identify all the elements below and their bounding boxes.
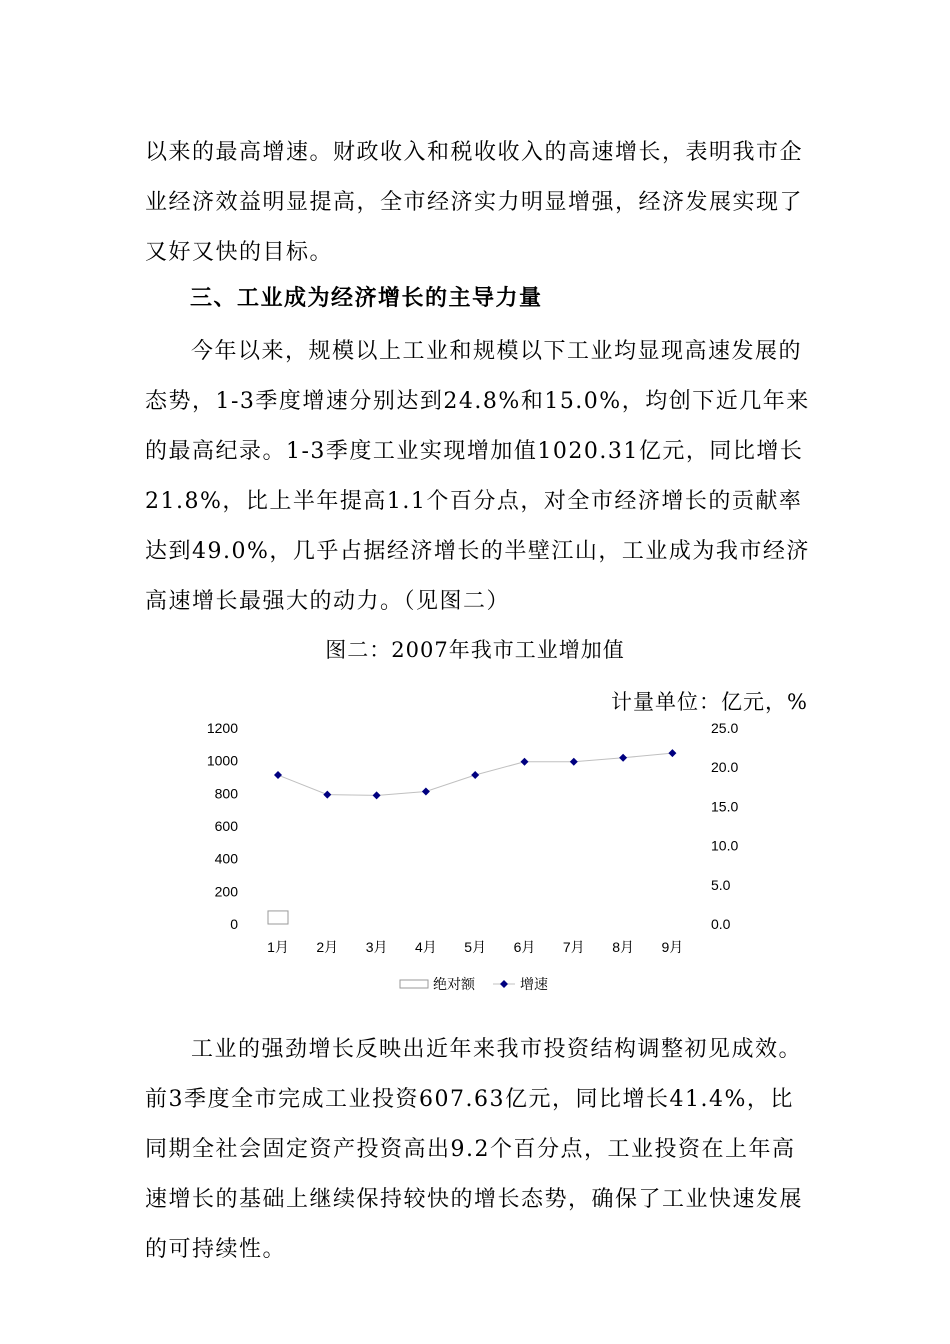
x-tick-label: 2月	[316, 939, 339, 955]
left-tick-label: 1000	[206, 752, 238, 769]
bar-series	[268, 911, 288, 924]
growth-markers	[274, 749, 676, 799]
line-point	[668, 749, 676, 757]
right-tick-label: 5.0	[711, 876, 731, 893]
bar	[268, 911, 288, 924]
line-point	[422, 788, 430, 796]
figure-title: 图二：2007年我市工业增加值	[325, 638, 625, 662]
section-heading: 三、工业成为经济增长的主导力量	[190, 286, 543, 311]
paragraph-intro: 以来的最高增速。财政收入和税收收入的高速增长，表明我市企业经济效益明显提高，全市经济实力明显增强，经济发展实现了又好又快的目标。	[145, 140, 804, 265]
x-tick-label: 5月	[464, 939, 487, 955]
left-tick-label: 400	[214, 850, 238, 867]
x-axis-ticks	[267, 939, 683, 955]
x-tick-label: 4月	[415, 939, 437, 955]
x-tick-label: 3月	[365, 939, 388, 955]
x-tick-label: 9月	[661, 939, 684, 955]
x-tick-label: 6月	[513, 939, 536, 955]
legend-label-absolute: 绝对额	[433, 976, 475, 992]
line-point	[373, 791, 381, 799]
right-tick-label: 20.0	[711, 759, 739, 776]
line-point	[274, 771, 282, 779]
industry-chart	[190, 712, 760, 1002]
left-axis-ticks	[207, 720, 238, 932]
line-point	[619, 754, 627, 762]
right-tick-label: 15.0	[711, 798, 739, 815]
legend-bar-swatch	[400, 980, 428, 988]
chart-legend	[400, 976, 548, 992]
left-tick-label: 600	[214, 818, 238, 834]
figure-unit: 计量单位：亿元，%	[611, 690, 808, 714]
paragraph-industry: 今年以来，规模以上工业和规模以下工业均显现高速发展的态势，1-3季度增速分别达到24.8%和15.0%，均创下近几年来的最高纪录。1-3季度工业实现增加值1020.31亿元，同比增长21.8%，比上半年提高1.1个百分点，对全市经济增长的贡献率达到49.0%，几乎占据经济增长的半壁江山，工业成为我市经济高速增长最强大的动力。（见图二）	[145, 339, 810, 614]
line-point	[570, 758, 578, 766]
x-tick-label: 1月	[267, 939, 289, 955]
paragraph-investment: 工业的强劲增长反映出近年来我市投资结构调整初见成效。前3季度全市完成工业投资607.63亿元，同比增长41.4%，比同期全社会固定资产投资高出9.2个百分点，工业投资在上年高速增长的基础上继续保持较快的增长态势，确保了工业快速发展的可持续性。	[145, 1037, 804, 1262]
x-tick-label: 8月	[612, 939, 634, 955]
right-axis-ticks	[711, 720, 738, 932]
left-tick-label: 200	[214, 883, 238, 900]
left-tick-label: 0	[230, 916, 238, 932]
x-tick-label: 7月	[562, 939, 585, 955]
left-tick-label: 1200	[206, 720, 238, 736]
line-point	[471, 771, 479, 779]
left-tick-label: 800	[214, 785, 238, 802]
right-tick-label: 10.0	[711, 837, 739, 854]
legend-label-growth: 增速	[520, 976, 548, 992]
line-point	[521, 758, 529, 766]
right-tick-label: 25.0	[711, 720, 739, 736]
legend-marker	[500, 980, 508, 988]
right-tick-label: 0.0	[711, 916, 731, 932]
line-point	[323, 791, 331, 799]
